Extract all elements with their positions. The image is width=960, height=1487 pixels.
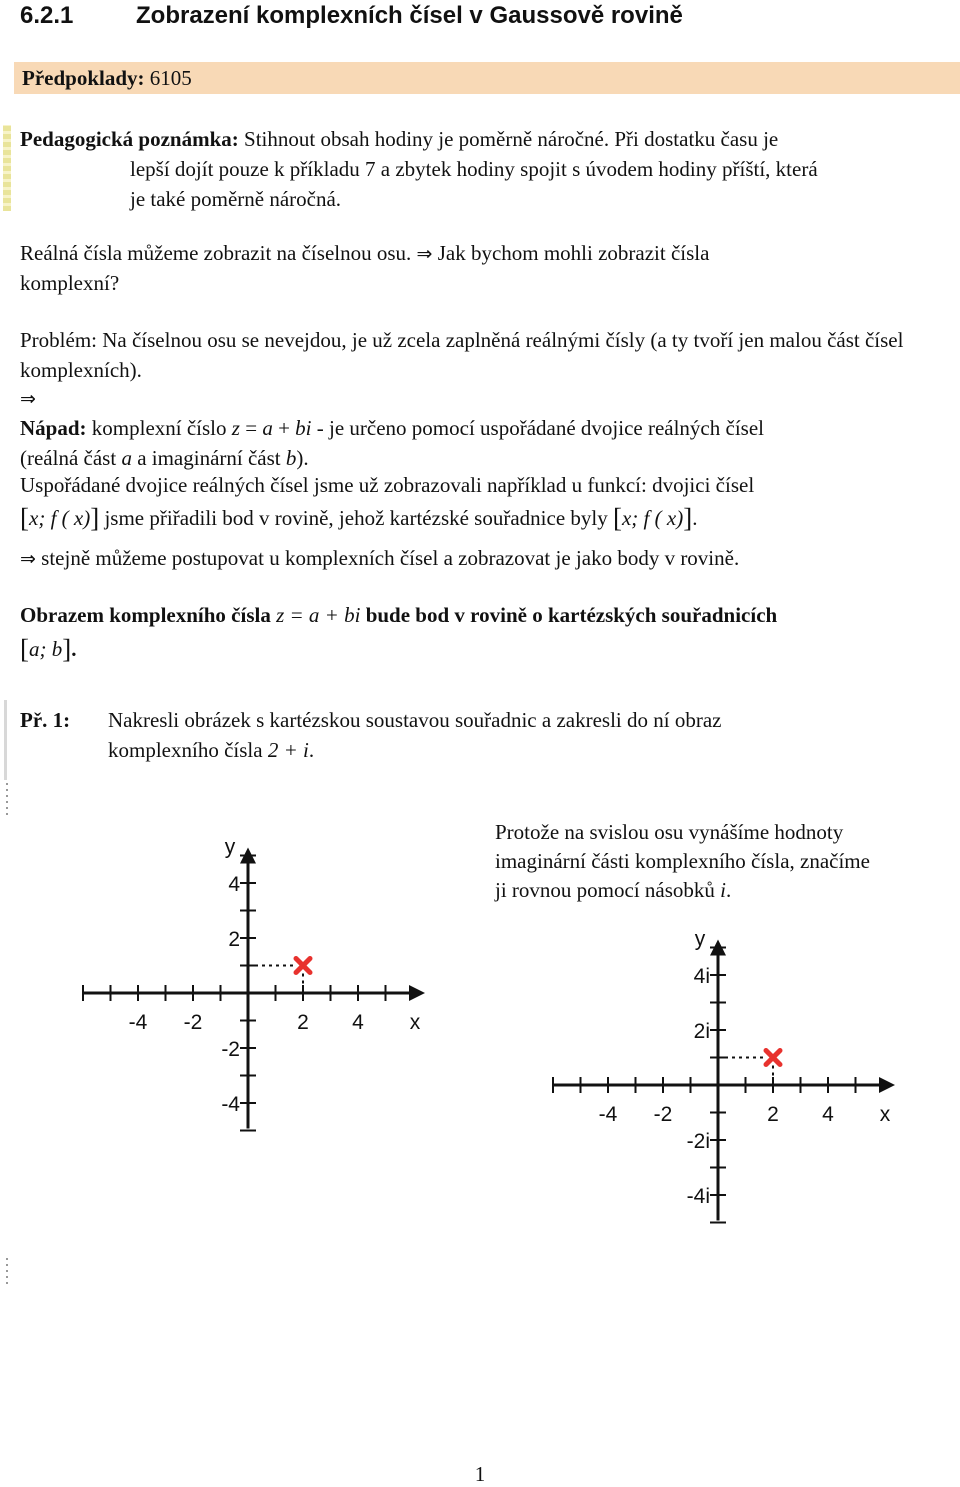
side-note-line3-end: . [726, 878, 732, 902]
definition-coords: a; b [29, 637, 63, 661]
ordered-pairs-line2 [20, 503, 697, 533]
bracket-close: ] [90, 503, 100, 533]
ordered-pairs-end: . [692, 506, 698, 530]
ordered-pairs-line1: Uspořádané dvojice reálných čísel jsme už zobrazovali například u funkcí: dvojici čísel [20, 473, 755, 497]
example-label: Př. 1: [20, 708, 71, 732]
example-line1: Nakresli obrázek s kartézskou soustavou souřadnic a zakresli do ní obraz [108, 708, 722, 732]
idea-b: b [285, 446, 297, 470]
intro-text-2: Jak bychom mohli zobrazit čísla [432, 241, 710, 265]
formula-a: a [262, 416, 273, 440]
y-tick-label: 4i [693, 965, 710, 988]
page-number: 1 [474, 1462, 486, 1486]
definition-end: . [71, 637, 77, 661]
bracket-close: ] [62, 634, 72, 664]
note-margin-bar [3, 125, 11, 211]
intro-text-1: Reálná čísla můžeme zobrazit na číselnou osu. [20, 241, 417, 265]
idea-a: a [121, 446, 132, 470]
pedagogical-note [20, 124, 950, 214]
x-tick-label: 2 [767, 1103, 779, 1126]
x-axis-label: x [409, 1011, 421, 1034]
bracket-open: [ [20, 634, 29, 664]
side-note-line2: imaginární části komplexního čísla, značíme [495, 849, 870, 873]
y-tick-label: 4 [228, 873, 240, 896]
x-tick-label: -4 [128, 1011, 148, 1034]
definition-line2 [20, 634, 77, 664]
idea-line1 [20, 413, 764, 443]
prerequisites-value: 6105 [144, 66, 192, 90]
pair-formula: x; f ( x) [621, 506, 684, 530]
y-tick-label: -2i [686, 1130, 710, 1153]
pair-formula: x; f ( x) [29, 506, 91, 530]
definition-line1 [20, 600, 777, 630]
example-line2-start: komplexního čísla [108, 738, 268, 762]
idea-arrow [20, 383, 36, 414]
side-note-line1: Protože na svislou osu vynášíme hodnoty [495, 820, 844, 844]
idea-line2-start: (reálná část [20, 446, 122, 470]
side-note-line3 [495, 875, 731, 905]
formula-plus: + [272, 416, 296, 440]
y-axis-label: y [224, 835, 236, 859]
example-margin-bar [4, 700, 7, 780]
margin-dots [6, 783, 8, 819]
example-formula: 2 + i [267, 738, 309, 762]
x-tick-label: -2 [653, 1103, 673, 1126]
x-tick-label: 4 [352, 1011, 364, 1034]
definition-text2: bude bod v rovině o kartézských souřadnicích [360, 603, 778, 627]
implies-arrow-icon: ⇒ [20, 548, 36, 570]
x-tick-label: -4 [598, 1103, 618, 1126]
x-axis-arrow-icon [879, 1077, 895, 1093]
intro-line2: komplexní? [20, 271, 120, 295]
margin-dots [6, 1258, 8, 1288]
prerequisites-banner [14, 62, 960, 94]
formula-eq: = [239, 416, 263, 440]
y-tick-label: -2 [221, 1038, 240, 1061]
x-tick-label: -2 [183, 1011, 203, 1034]
prerequisites-label: Předpoklady: [22, 66, 145, 90]
bracket-open: [ [612, 503, 622, 533]
y-tick-label: -4 [221, 1093, 240, 1116]
pedagogical-note-line1: Stihnout obsah hodiny je poměrně náročné. Při dostatku času je [238, 127, 779, 151]
definition-text1: Obrazem komplexního čísla [20, 603, 277, 627]
pedagogical-note-line2: lepší dojít pouze k příkladu 7 a zbytek hodiny spojit s úvodem hodiny příští, která [130, 157, 818, 181]
x-axis-arrow-icon [409, 985, 425, 1001]
implies-arrow-icon: ⇒ [20, 388, 36, 410]
formula-z: z [231, 416, 240, 440]
definition-formula: z = a + bi [276, 603, 361, 627]
pedagogical-note-label: Pedagogická poznámka: [20, 127, 239, 151]
formula-bi: bi [295, 416, 312, 440]
y-tick-label: -4i [686, 1185, 710, 1208]
problem-paragraph: Problém: Na číselnou osu se nevejdou, je už zcela zaplněná reálnými čísly (a ty tvoří jen malou část čísel komplexních). [20, 328, 904, 382]
y-tick-label: 2i [693, 1020, 710, 1043]
coordinate-plane-chart-1 [60, 810, 450, 1140]
coordinate-plane-chart-2 [530, 902, 920, 1232]
implies-arrow-icon: ⇒ [416, 243, 433, 265]
idea-label: Nápad: [20, 416, 87, 440]
ordered-pairs-mid: jsme přiřadili bod v rovině, jehož kartézské souřadnice byly [99, 506, 613, 530]
section-title: Zobrazení komplexních čísel v Gaussově rovině [136, 2, 683, 29]
page-title [20, 0, 683, 32]
intro-paragraph [20, 238, 709, 269]
example-line2 [108, 735, 314, 765]
idea-line2 [20, 443, 309, 473]
pedagogical-note-line3: je také poměrně náročná. [130, 187, 342, 211]
conclusion-text: stejně můžeme postupovat u komplexních čísel a zobrazovat je jako body v rovině. [35, 546, 740, 570]
bracket-close: ] [683, 503, 693, 533]
idea-line2-end: ). [296, 446, 309, 470]
example-line2-end: . [308, 738, 315, 762]
bracket-open: [ [20, 503, 29, 533]
x-tick-label: 4 [822, 1103, 834, 1126]
section-number: 6.2.1 [20, 2, 74, 29]
idea-text2: - je určeno pomocí uspořádané dvojice reálných čísel [311, 416, 764, 440]
y-tick-label: 2 [228, 928, 240, 951]
x-tick-label: 2 [297, 1011, 309, 1034]
side-note-i: i [720, 878, 726, 902]
idea-line2-mid: a imaginární část [131, 446, 286, 470]
side-note-line3-start: ji rovnou pomocí násobků [495, 878, 721, 902]
conclusion [20, 543, 739, 574]
idea-text1: komplexní číslo [86, 416, 232, 440]
x-axis-label: x [879, 1103, 891, 1126]
y-axis-label: y [694, 927, 706, 951]
